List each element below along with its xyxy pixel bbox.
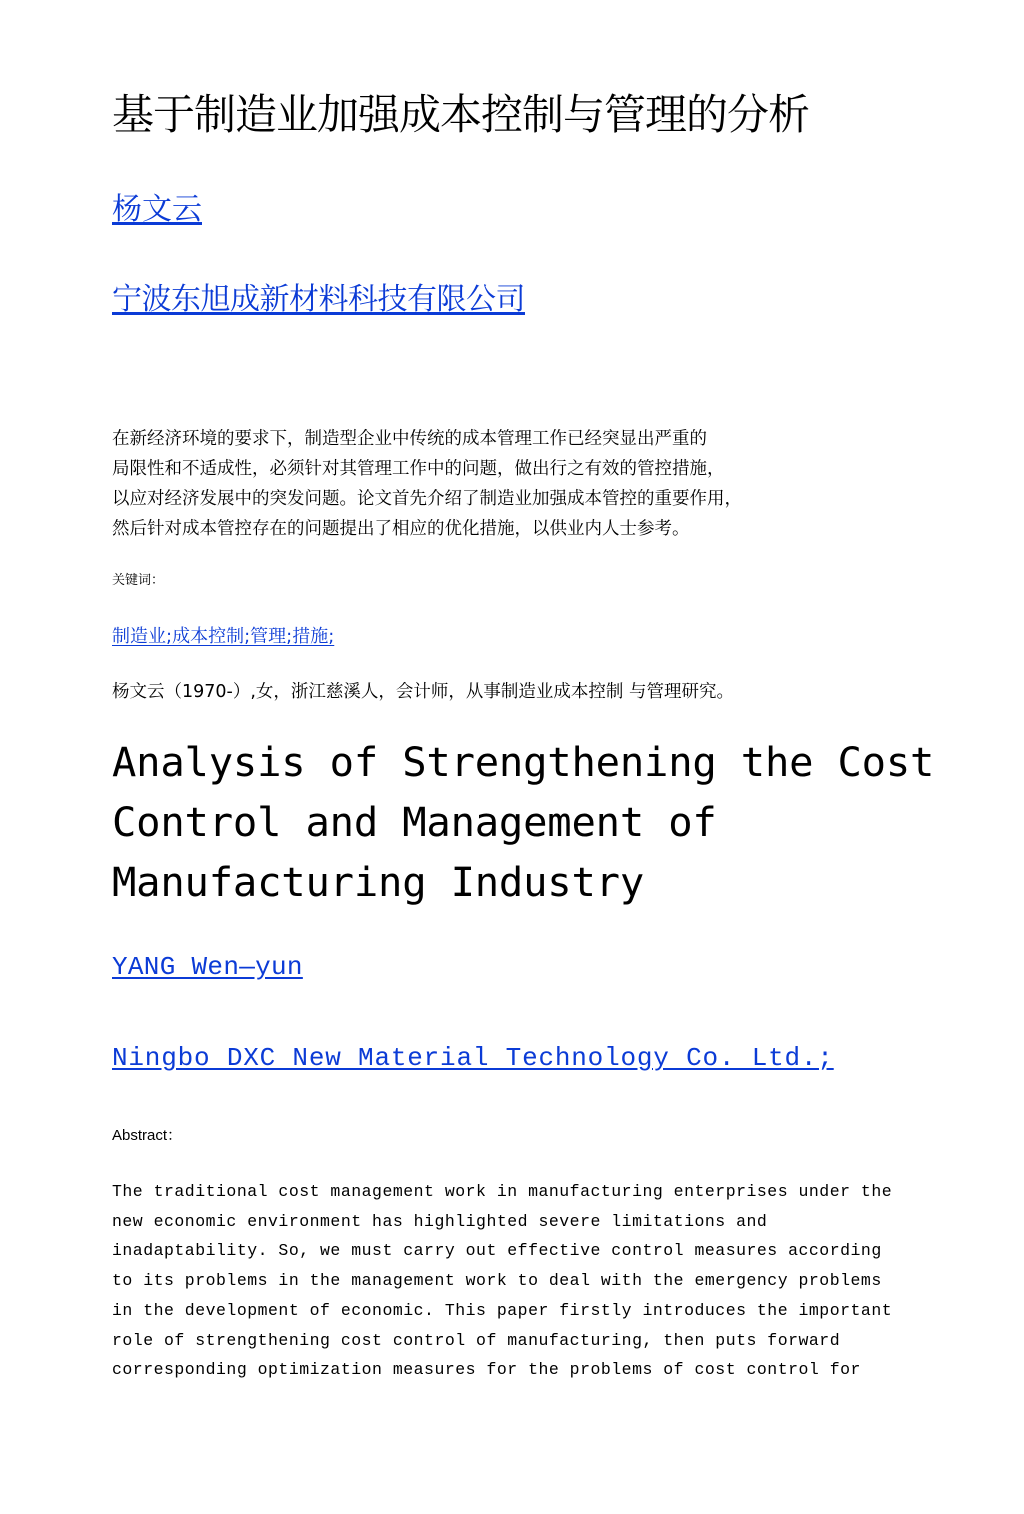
chinese-abstract-line: 以应对经济发展中的突发问题。论文首先介绍了制造业加强成本管控的重要作用， [112,489,742,509]
chinese-abstract-line: 局限性和不适成性，必须针对其管理工作中的问题，做出行之有效的管控措施， [112,459,725,479]
english-abstract-line: to its problems in the management work to deal with the emergency problems [112,1271,882,1291]
chinese-affiliation-link[interactable]: 宁波东旭成新材料科技有限公司 [112,282,525,317]
english-author-link[interactable]: YANG Wen—yun [112,952,303,982]
chinese-abstract-line: 在新经济环境的要求下，制造型企业中传统的成本管理工作已经突显出严重的 [112,429,707,449]
english-title-line: Control and Management of [112,798,717,846]
author-note: 杨文云（1970-）,女，浙江慈溪人，会计师，从事制造业成本控制 与管理研究。 [112,682,734,702]
english-title-line: Manufacturing Industry [112,858,645,906]
english-abstract [112,1177,912,1385]
paper-page [112,0,935,1514]
english-abstract-line: new economic environment has highlighted severe limitations and [112,1211,768,1231]
chinese-abstract-line: 然后针对成本管控存在的问题提出了相应的优化措施，以供业内人士参考。 [112,519,690,539]
abstract-label: Abstract： [112,1127,183,1144]
keywords-label: 关键词： [112,573,165,588]
english-abstract-line: corresponding optimization measures for the problems of cost control for [112,1360,861,1380]
english-affiliation-link[interactable]: Ningbo DXC New Material Technology Co. Ltd.; [112,1043,834,1073]
english-title-line: Analysis of Strengthening the Cost [112,738,935,786]
chinese-author-link[interactable]: 杨文云 [112,192,202,227]
english-abstract-line: role of strengthening cost control of manufacturing, then puts forward [112,1330,841,1350]
english-title [112,732,934,912]
chinese-abstract [112,424,912,544]
english-abstract-line: in the development of economic. This paper firstly introduces the important [112,1300,893,1320]
chinese-title: 基于制造业加强成本控制与管理的分析 [112,90,810,139]
keywords-link[interactable]: 制造业;成本控制;管理;措施; [112,626,335,647]
english-abstract-line: The traditional cost management work in manufacturing enterprises under the [112,1182,893,1201]
english-abstract-line: inadaptability. So, we must carry out effective control measures according [112,1241,882,1261]
